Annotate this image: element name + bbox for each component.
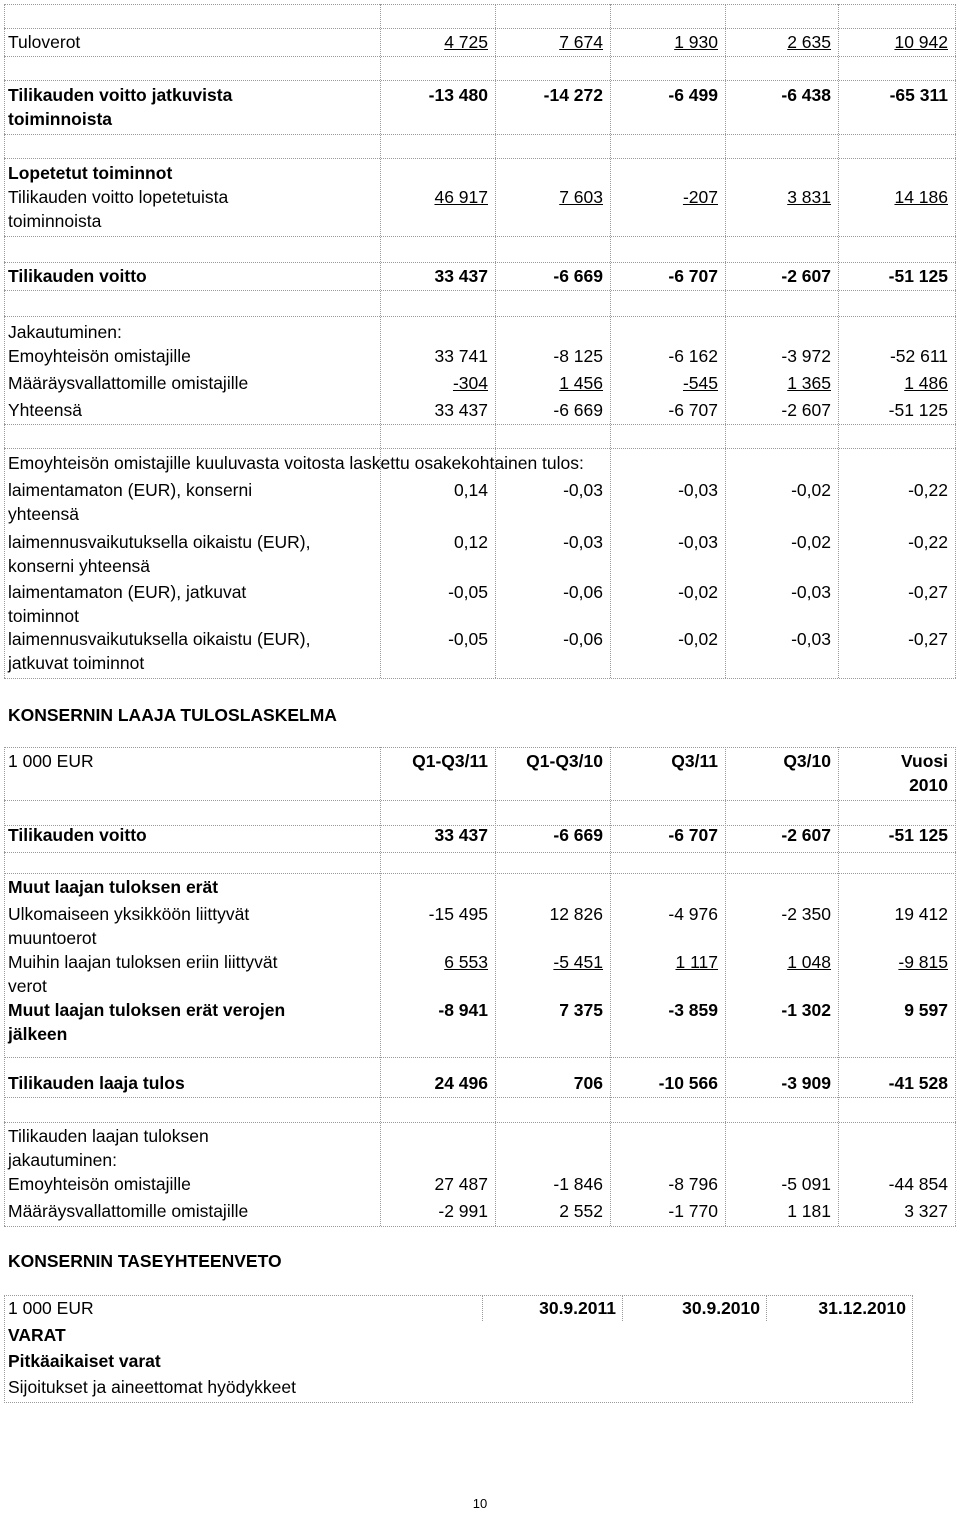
- income-cell: -304: [452, 373, 488, 393]
- grid-line: [4, 800, 956, 801]
- grid-line: [495, 747, 496, 1226]
- comprehensive-row-label: [8, 1071, 185, 1095]
- income-cell: -0,03: [791, 629, 831, 649]
- grid-line: [610, 747, 611, 1226]
- income-row-label: [8, 264, 147, 288]
- grid-line: [4, 4, 956, 5]
- comprehensive-cell: -2 607: [781, 825, 831, 845]
- income-cell: -0,22: [908, 480, 948, 500]
- income-cell: -0,06: [563, 582, 603, 602]
- income-cell: -51 125: [888, 266, 948, 286]
- comprehensive-row-label: [8, 1199, 248, 1223]
- comprehensive-cell: 19 412: [894, 904, 948, 924]
- income-row-label-line: konserni yhteensä: [8, 556, 151, 576]
- grid-line: [4, 1097, 956, 1098]
- income-cell: 14 186: [894, 187, 948, 207]
- balance-header-col-1: 30.9.2011: [539, 1298, 616, 1318]
- comprehensive-cell: -44 854: [888, 1174, 948, 1194]
- comprehensive-cell: -9 815: [898, 952, 948, 972]
- comprehensive-row-label-line: verot: [8, 976, 47, 996]
- comprehensive-cell: -8 796: [668, 1174, 718, 1194]
- income-row-label: [8, 530, 310, 578]
- grid-line: [955, 4, 956, 678]
- income-cell: 10 942: [894, 32, 948, 52]
- comprehensive-row-label-line: Muihin laajan tuloksen eriin liittyvät: [8, 952, 278, 972]
- comprehensive-cell: -4 976: [668, 904, 718, 924]
- balance-row-label: Sijoitukset ja aineettomat hyödykkeet: [8, 1377, 296, 1397]
- income-row-label: [8, 478, 252, 526]
- income-cell: 4 725: [444, 32, 488, 52]
- income-row-label: [8, 320, 122, 344]
- comprehensive-cell: -3 859: [668, 1000, 718, 1020]
- grid-line: [838, 4, 839, 678]
- income-cell: -14 272: [543, 85, 603, 105]
- income-cell: -0,27: [908, 629, 948, 649]
- income-cell: 1 456: [559, 373, 603, 393]
- income-cell: -545: [682, 373, 718, 393]
- comprehensive-row-label-line: Tilikauden laaja tulos: [8, 1073, 185, 1093]
- grid-line: [4, 4, 5, 678]
- grid-line: [725, 4, 726, 678]
- comprehensive-heading: KONSERNIN LAAJA TULOSLASKELMA: [8, 705, 337, 725]
- comprehensive-cell: -1 302: [781, 1000, 831, 1020]
- income-cell: -6 669: [553, 400, 603, 420]
- comprehensive-row-label: [8, 998, 285, 1046]
- balance-row-label: VARAT: [8, 1325, 66, 1345]
- comprehensive-cell: 1 048: [787, 952, 831, 972]
- balance-heading: KONSERNIN TASEYHTEENVETO: [8, 1251, 282, 1271]
- comprehensive-cell: 7 375: [559, 1000, 603, 1020]
- income-cell: -0,03: [678, 532, 718, 552]
- income-row-label-line: Tilikauden voitto: [8, 266, 147, 286]
- comprehensive-header-col-2: Q1-Q3/10: [526, 751, 603, 771]
- income-row-label-line: Yhteensä: [8, 400, 82, 420]
- income-cell: 1 930: [674, 32, 718, 52]
- grid-line: [380, 747, 381, 1226]
- grid-line: [838, 747, 839, 1226]
- grid-line: [955, 747, 956, 1226]
- income-cell: -0,06: [563, 629, 603, 649]
- comprehensive-cell: 3 327: [904, 1201, 948, 1221]
- comprehensive-cell: -5 451: [553, 952, 603, 972]
- income-row-label-line: yhteensä: [8, 504, 80, 524]
- income-row-label: [8, 580, 246, 628]
- income-row-label-line: laimennusvaikutuksella oikaistu (EUR),: [8, 629, 311, 649]
- comprehensive-row-label-line: Tilikauden voitto: [8, 825, 147, 845]
- income-row-label-line: laimentamaton (EUR), jatkuvat: [8, 582, 247, 602]
- grid-line: [4, 134, 956, 135]
- income-cell: 1 365: [787, 373, 831, 393]
- income-row-label-line: Tuloverot: [8, 32, 81, 52]
- comprehensive-header-col-1: Q1-Q3/11: [412, 751, 488, 771]
- income-cell: -6 707: [668, 400, 718, 420]
- income-row-label-line: Emoyhteisön omistajille: [8, 346, 191, 366]
- grid-line: [495, 4, 496, 678]
- income-row-label-line: Lopetetut toiminnot: [8, 163, 173, 183]
- comprehensive-cell: 6 553: [444, 952, 488, 972]
- income-cell: -0,03: [563, 480, 603, 500]
- comprehensive-cell: -8 941: [438, 1000, 488, 1020]
- grid-line: [4, 80, 956, 81]
- comprehensive-cell: -3 909: [781, 1073, 831, 1093]
- income-row-label-line: toiminnoista: [8, 109, 113, 129]
- income-cell: 46 917: [434, 187, 488, 207]
- comprehensive-cell: 9 597: [904, 1000, 948, 1020]
- income-row-label-line: jatkuvat toiminnot: [8, 653, 145, 673]
- comprehensive-cell: -5 091: [781, 1174, 831, 1194]
- grid-line: [4, 290, 956, 291]
- income-cell: 0,14: [453, 480, 488, 500]
- income-cell: -0,03: [678, 480, 718, 500]
- comprehensive-row-label-line: Muut laajan tuloksen erät: [8, 877, 219, 897]
- balance-header-col-2: 30.9.2010: [682, 1298, 760, 1318]
- grid-line: [4, 825, 956, 826]
- income-cell: -65 311: [889, 85, 948, 105]
- comprehensive-header-col-3: Q3/11: [671, 751, 718, 771]
- grid-line: [4, 28, 956, 29]
- income-row-label: [8, 185, 228, 233]
- grid-line: [4, 316, 956, 317]
- balance-header-label: 1 000 EUR: [8, 1298, 94, 1318]
- income-cell: -6 162: [668, 346, 718, 366]
- income-row-label: [8, 451, 584, 475]
- comprehensive-row-label-line: jakautuminen:: [8, 1150, 117, 1170]
- income-cell: 33 437: [434, 266, 488, 286]
- income-cell: -207: [682, 187, 718, 207]
- grid-line: [4, 1057, 956, 1058]
- comprehensive-row-label-line: Määräysvallattomille omistajille: [8, 1201, 249, 1221]
- income-row-label-line: Tilikauden voitto lopetetuista: [8, 187, 229, 207]
- income-cell: -2 607: [781, 400, 831, 420]
- grid-line: [380, 4, 381, 678]
- comprehensive-row-label: [8, 1172, 191, 1196]
- comprehensive-row-label-line: muuntoerot: [8, 928, 97, 948]
- income-cell: -0,03: [563, 532, 603, 552]
- comprehensive-row-label: [8, 875, 218, 899]
- grid-line: [4, 262, 956, 263]
- income-cell: -0,02: [791, 480, 831, 500]
- income-row-label-line: Jakautuminen:: [8, 322, 122, 342]
- income-cell: -0,22: [908, 532, 948, 552]
- income-cell: -0,02: [678, 582, 718, 602]
- grid-line: [4, 424, 956, 425]
- income-row-label: [8, 30, 80, 54]
- income-cell: -6 707: [668, 266, 718, 286]
- income-cell: -6 499: [668, 85, 718, 105]
- income-cell: 7 674: [559, 32, 603, 52]
- comprehensive-cell: -15 495: [428, 904, 488, 924]
- income-cell: 0,12: [453, 532, 488, 552]
- comprehensive-cell: -51 125: [888, 825, 948, 845]
- income-row-label: [8, 627, 310, 675]
- grid-line: [4, 1122, 956, 1123]
- balance-header-col-3: 31.12.2010: [818, 1298, 906, 1318]
- income-row-label-line: laimentamaton (EUR), konserni: [8, 480, 253, 500]
- income-row-label: [8, 161, 172, 185]
- grid-line: [4, 747, 5, 1226]
- income-cell: -2 607: [781, 266, 831, 286]
- grid-line: [4, 678, 956, 679]
- comprehensive-header-col-5-line1: Vuosi: [901, 751, 948, 771]
- grid-line: [725, 747, 726, 1226]
- income-cell: -6 438: [781, 85, 831, 105]
- income-cell: -0,05: [448, 582, 488, 602]
- grid-line: [610, 4, 611, 678]
- income-cell: 3 831: [787, 187, 831, 207]
- comprehensive-cell: 24 496: [434, 1073, 488, 1093]
- income-cell: -0,05: [448, 629, 488, 649]
- grid-line: [4, 1226, 956, 1227]
- income-cell: -13 480: [428, 85, 488, 105]
- income-cell: 33 741: [434, 346, 488, 366]
- grid-line: [4, 852, 956, 853]
- income-cell: 7 603: [559, 187, 603, 207]
- comprehensive-row-label-line: Emoyhteisön omistajille: [8, 1174, 191, 1194]
- comprehensive-cell: 2 552: [559, 1201, 603, 1221]
- comprehensive-header-row: [0, 749, 960, 799]
- balance-row-label: Pitkäaikaiset varat: [8, 1351, 161, 1371]
- grid-line: [4, 448, 956, 449]
- income-row-label-line: Emoyhteisön omistajille kuuluvasta voitosta laskettu osakekohtainen tulos:: [8, 453, 584, 473]
- comprehensive-cell: 706: [573, 1073, 603, 1093]
- comprehensive-row-label: [8, 902, 249, 950]
- grid-line: [4, 236, 956, 237]
- balance-header-row: [0, 1296, 960, 1322]
- comprehensive-header-col-5: [838, 749, 948, 797]
- income-row-label-line: toiminnot: [8, 606, 80, 626]
- income-row-label: [8, 398, 82, 422]
- comprehensive-row-label: [8, 1124, 209, 1172]
- comprehensive-row-label-line: jälkeen: [8, 1024, 68, 1044]
- income-row-label: [8, 344, 191, 368]
- income-cell: -6 669: [553, 266, 603, 286]
- comprehensive-row-label: [8, 950, 277, 998]
- income-row-label-line: toiminnoista: [8, 211, 102, 231]
- comprehensive-cell: -2 991: [438, 1201, 488, 1221]
- comprehensive-header-col-5-line2: 2010: [909, 775, 948, 795]
- comprehensive-cell: -6 669: [553, 825, 603, 845]
- grid-line: [4, 873, 956, 874]
- grid-line: [4, 158, 956, 159]
- income-cell: -8 125: [553, 346, 603, 366]
- grid-line: [4, 747, 956, 748]
- income-cell: 33 437: [434, 400, 488, 420]
- comprehensive-row-label-line: Ulkomaiseen yksikköön liittyvät: [8, 904, 250, 924]
- comprehensive-cell: 12 826: [549, 904, 603, 924]
- income-cell: -0,02: [678, 629, 718, 649]
- grid-line: [4, 56, 956, 57]
- income-cell: 2 635: [787, 32, 831, 52]
- income-row-label-line: laimennusvaikutuksella oikaistu (EUR),: [8, 532, 311, 552]
- page-number: 10: [472, 1496, 488, 1511]
- income-row-label: [8, 371, 248, 395]
- comprehensive-header-label: 1 000 EUR: [8, 751, 94, 771]
- income-row-label: [8, 83, 232, 131]
- income-cell: -0,27: [908, 582, 948, 602]
- comprehensive-row-label: [8, 823, 147, 847]
- comprehensive-row-label-line: Tilikauden laajan tuloksen: [8, 1126, 209, 1146]
- income-cell: -52 611: [889, 346, 948, 366]
- comprehensive-cell: -1 846: [553, 1174, 603, 1194]
- income-cell: -51 125: [888, 400, 948, 420]
- comprehensive-row-label-line: Muut laajan tuloksen erät verojen: [8, 1000, 286, 1020]
- comprehensive-cell: 27 487: [434, 1174, 488, 1194]
- income-cell: 1 486: [904, 373, 948, 393]
- income-cell: -3 972: [781, 346, 831, 366]
- comprehensive-cell: -10 566: [658, 1073, 718, 1093]
- comprehensive-cell: -2 350: [781, 904, 831, 924]
- comprehensive-header-col-4: Q3/10: [783, 751, 831, 771]
- comprehensive-cell: 33 437: [434, 825, 488, 845]
- income-row-label-line: Tilikauden voitto jatkuvista: [8, 85, 233, 105]
- income-cell: -0,03: [791, 582, 831, 602]
- comprehensive-cell: -6 707: [668, 825, 718, 845]
- comprehensive-cell: 1 117: [675, 952, 718, 972]
- income-cell: -0,02: [791, 532, 831, 552]
- comprehensive-cell: 1 181: [787, 1201, 831, 1221]
- comprehensive-cell: -41 528: [888, 1073, 948, 1093]
- income-row-label-line: Määräysvallattomille omistajille: [8, 373, 249, 393]
- comprehensive-cell: -1 770: [668, 1201, 718, 1221]
